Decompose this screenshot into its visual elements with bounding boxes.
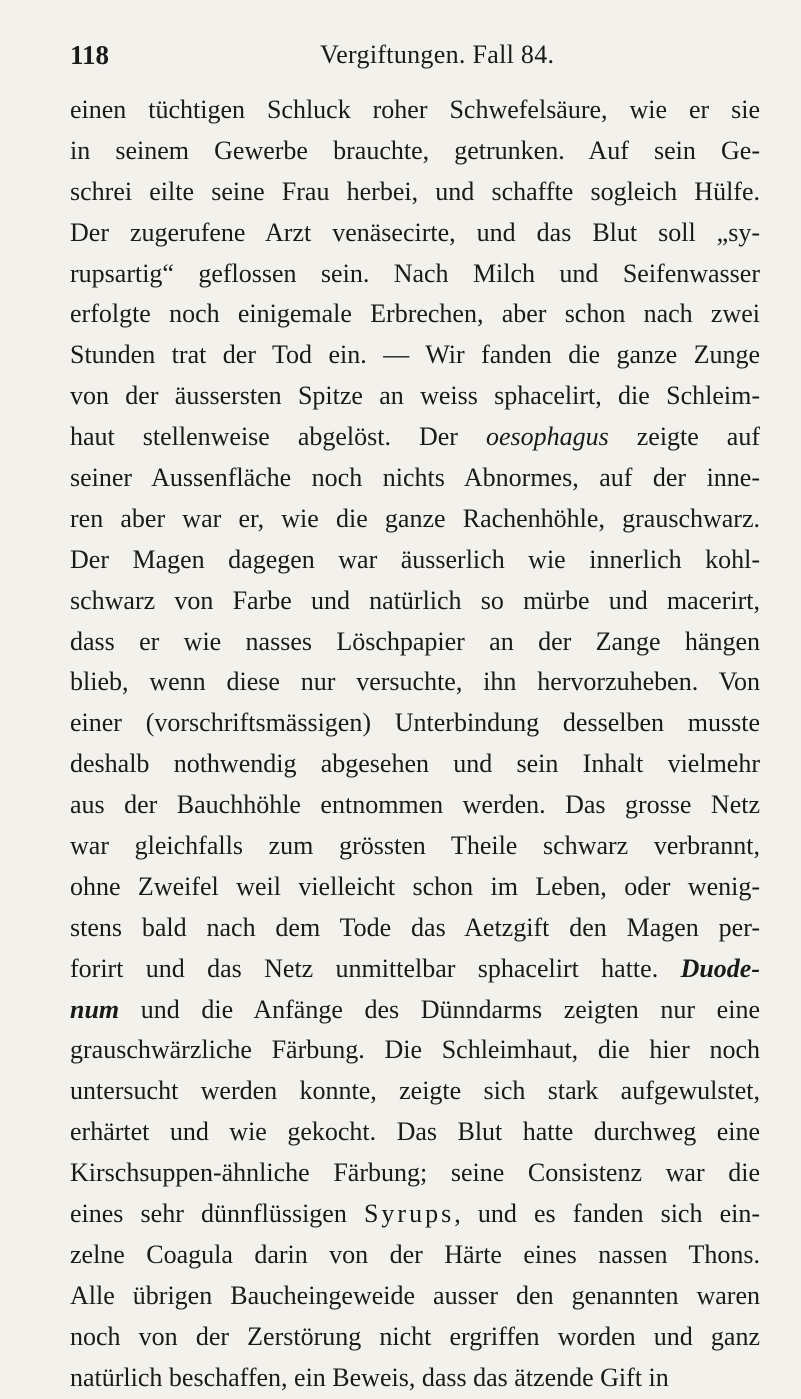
text-line <box>70 990 760 1031</box>
text-line: Alle übrigen Baucheingeweide ausser den genannten waren <box>70 1280 760 1310</box>
text-line: einer (vorschriftsmässigen) Unterbindung desselben musste <box>70 708 760 738</box>
text-line: aus der Bauchhöhle entnommen werden. Das grosse Netz <box>70 790 760 820</box>
text-line: stens bald nach dem Tode das Aetzgift den Magen per- <box>70 912 760 942</box>
text-line: schwarz von Farbe und natürlich so mürbe und macerirt, <box>70 585 760 615</box>
text-line: noch von der Zerstörung nicht ergriffen worden und ganz <box>70 1321 760 1351</box>
italic-term: num <box>70 994 120 1024</box>
text-line: grauschwärzliche Färbung. Die Schleimhaut, die hier noch <box>70 1035 760 1065</box>
text-line: erfolgte noch einigemale Erbrechen, aber schon nach zwei <box>70 299 760 329</box>
italic-term: oesophagus <box>485 422 609 452</box>
text-line: Der Magen dagegen war äusserlich wie innerlich kohl- <box>70 544 760 574</box>
text-line: blieb, wenn diese nur versuchte, ihn hervorzuheben. Von <box>70 667 760 697</box>
text-line: schrei eilte seine Frau herbei, und schaffte sogleich Hülfe. <box>70 176 760 206</box>
text-line: ohne Zweifel weil vielleicht schon im Leben, oder wenig- <box>70 871 760 901</box>
text-line: von der äussersten Spitze an weiss sphacelirt, die Schleim- <box>70 381 760 411</box>
page-header <box>70 40 750 80</box>
text-line: Der zugerufene Arzt venäsecirte, und das Blut soll „sy- <box>70 217 760 247</box>
text-line: untersucht werden konnte, zeigte sich stark aufgewulstet, <box>70 1076 760 1106</box>
page-number: 118 <box>70 40 110 70</box>
text-line: ren aber war er, wie die ganze Rachenhöhle, grauschwarz. <box>70 503 760 533</box>
text-line: war gleichfalls zum grössten Theile schwarz verbrannt, <box>70 831 760 861</box>
body-text <box>70 90 760 1399</box>
text-line: rupsartig“ geflossen sein. Nach Milch und Seifenwasser <box>70 258 760 288</box>
text-segment: forirt und das Netz unmittelbar sphacelirt hatte. <box>70 953 681 983</box>
text-segment: zeigte auf <box>608 422 760 452</box>
text-line <box>70 417 760 458</box>
text-line: erhärtet und wie gekocht. Das Blut hatte durchweg eine <box>70 1117 760 1147</box>
text-line: einen tüchtigen Schluck roher Schwefelsäure, wie er sie <box>70 95 760 124</box>
text-segment: haut stellenweise abgelöst. Der <box>70 422 486 452</box>
text-line: dass er wie nasses Löschpapier an der Zange hängen <box>70 626 760 656</box>
italic-term: Duode- <box>680 953 760 983</box>
text-line: Stunden trat der Tod ein. — Wir fanden die ganze Zunge <box>70 340 760 370</box>
text-segment: und die Anfänge des Dünndarms zeigten nur eine <box>119 994 760 1024</box>
text-line: zelne Coagula darin von der Härte eines nassen Thons. <box>70 1239 760 1269</box>
running-title: Vergiftungen. Fall 84. <box>320 40 555 69</box>
text-line <box>70 1194 760 1235</box>
text-line: Kirschsuppen-ähnliche Färbung; seine Consistenz war die <box>70 1158 760 1188</box>
text-line: deshalb nothwendig abgesehen und sein Inhalt vielmehr <box>70 749 760 779</box>
text-line: seiner Aussenfläche noch nichts Abnormes, auf der inne- <box>70 463 760 493</box>
spaced-term: Syrups <box>363 1199 455 1229</box>
text-segment: eines sehr dünnflüssigen <box>70 1199 364 1229</box>
text-line: in seinem Gewerbe brauchte, getrunken. Auf sein Ge- <box>70 135 760 165</box>
text-line <box>70 949 760 990</box>
text-line: natürlich beschaffen, ein Beweis, dass das ätzende Gift in <box>70 1362 669 1392</box>
text-segment: , und es fanden sich ein- <box>454 1199 760 1229</box>
